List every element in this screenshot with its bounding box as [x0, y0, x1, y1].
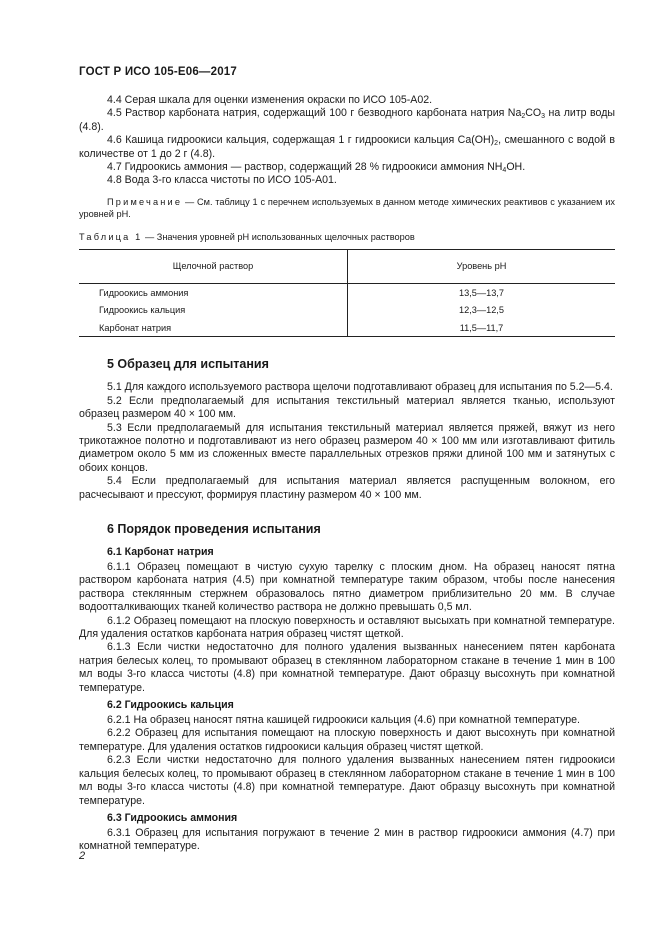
table-cell-solution: Гидроокись кальция	[79, 301, 348, 319]
subsection-6-1-title: 6.1 Карбонат натрия	[107, 546, 214, 558]
note-text: — См. таблицу 1 с перечнем используемых в данном методе химических реактивов с указанием их уровней pH.	[79, 196, 615, 220]
item-4-8: 4.8 Вода 3-го класса чистоты по ИСО 105-А01.	[107, 174, 337, 187]
item-4-6: 4.6 Кашица гидроокиси кальция, содержащая 1 г гидроокиси кальция $Ca(OH)_2$, смешанного с водой в количестве от 1 до 2 г (4.8).	[79, 134, 615, 160]
table-row	[79, 301, 615, 319]
item-6-2-2: 6.2.2 Образец для испытания помещают на плоскую поверхность и дают высохнуть при комнатной температуре. Для удаления остатков гидроокиси кальция образец чистят щеткой.	[79, 727, 615, 753]
item-6-2-3: 6.2.3 Если чистки недостаточно для полного удаления вызванных нанесением пятен гидроокиси кальция белесых колец, то промывают образец в стеклянном лабораторном стакане в течение 1 мин в 100 мл воды 3-го класса чистоты (4.8) при комнатной температуре. Дают образцу высохнуть при комнатной температуре.	[79, 754, 615, 807]
document-header: ГОСТ Р ИСО 105-Е06—2017	[79, 66, 238, 78]
table-cell-ph: 12,3—12,5	[459, 305, 504, 316]
item-5-2: 5.2 Если предполагаемый для испытания текстильный материал является тканью, используют образец размером 40 × 100 мм.	[79, 394, 615, 421]
table-header-ph: Уровень pH	[348, 249, 616, 283]
subsection-6-2-title: 6.2 Гидроокись кальция	[107, 699, 234, 712]
item-4-5: 4.5 Раствор карбоната натрия, содержащий 100 г безводного карбоната натрия $Na_2CO_3$ на литр воды (4.8).	[79, 107, 615, 133]
table-header-solution: Щелочной раствор	[79, 249, 348, 283]
item-6-3-1: 6.3.1 Образец для испытания погружают в течение 2 мин в раствор гидроокиси аммония (4.7) при комнатной температуре.	[79, 826, 615, 853]
page-number: 2	[79, 850, 86, 862]
table-row	[79, 283, 615, 301]
table-cell-ph: 13,5—13,7	[459, 287, 504, 298]
section-6-title: 6 Порядок проведения испытания	[107, 522, 321, 536]
section-5-title: 5 Образец для испытания	[107, 357, 269, 372]
item-6-1-3: 6.1.3 Если чистки недостаточно для полного удаления вызванных нанесением пятен карбоната натрия белесых колец, то промывают образец в стеклянном лабораторном стакане в течение 1 мин в 100 мл воды 3-го класса чистоты (4.8) при комнатной температуре. Дают образцу высохнуть при комнатной температуре.	[79, 641, 615, 694]
item-6-1-2: 6.1.2 Образец помещают на плоскую поверхность и оставляют высыхать при комнатной температуре. Для удаления остатков карбоната натрия образец чистят щеткой.	[79, 614, 615, 641]
note-label: Примечание	[107, 196, 183, 207]
table-caption: Таблица 1 — Значения уровней pH использованных щелочных растворов	[79, 231, 415, 242]
note	[79, 196, 615, 221]
item-6-1-1: 6.1.1 Образец помещают в чистую сухую тарелку с плоским дном. На образец наносят пятна раствором карбоната натрия (4.5) при комнатной температуре таким образом, чтобы после нанесения раствора стеклянным стержнем образовалось пятно диаметром приблизительно 20 мм. В случае водоотталкивающих тканей количество раствора не должно превышать 0,5 мл.	[79, 561, 615, 614]
table-header-row	[79, 249, 615, 283]
table-cell-solution: Карбонат натрия	[79, 319, 348, 337]
item-5-4: 5.4 Если предполагаемый для испытания материал является распущенным волокном, его расчесывают и прессуют, формируя пластину размером 40 × 100 мм.	[79, 475, 615, 501]
document-body	[79, 94, 615, 854]
table-cell-solution: Гидроокись аммония	[79, 283, 348, 301]
table-cell-ph: 11,5—11,7	[348, 319, 616, 337]
table-row	[79, 319, 615, 337]
item-5-1: 5.1 Для каждого используемого раствора щелочи подготавливают образец для испытания по 5.2—5.4.	[107, 381, 613, 394]
item-5-3: 5.3 Если предполагаемый для испытания текстильный материал является пряжей, вяжут из него трикотажное полотно и подготавливают из него образец размером 40 × 100 мм или изготавливают фитиль диаметром около 5 мм из сложенных вместе параллельных отрезков пряжи длиной 100 мм и затянутых с обоих концов.	[79, 421, 615, 474]
item-4-4: 4.4 Серая шкала для оценки изменения окраски по ИСО 105-А02.	[107, 94, 433, 106]
subsection-6-3-title: 6.3 Гидроокись аммония	[107, 811, 238, 824]
ph-table	[79, 249, 615, 338]
item-6-2-1: 6.2.1 На образец наносят пятна кашицей гидроокиси кальция (4.6) при комнатной температуре.	[107, 714, 580, 727]
item-4-7: 4.7 Гидроокись аммония — раствор, содержащий 28 % гидроокиси аммония $NH_4OH$.	[107, 161, 526, 175]
